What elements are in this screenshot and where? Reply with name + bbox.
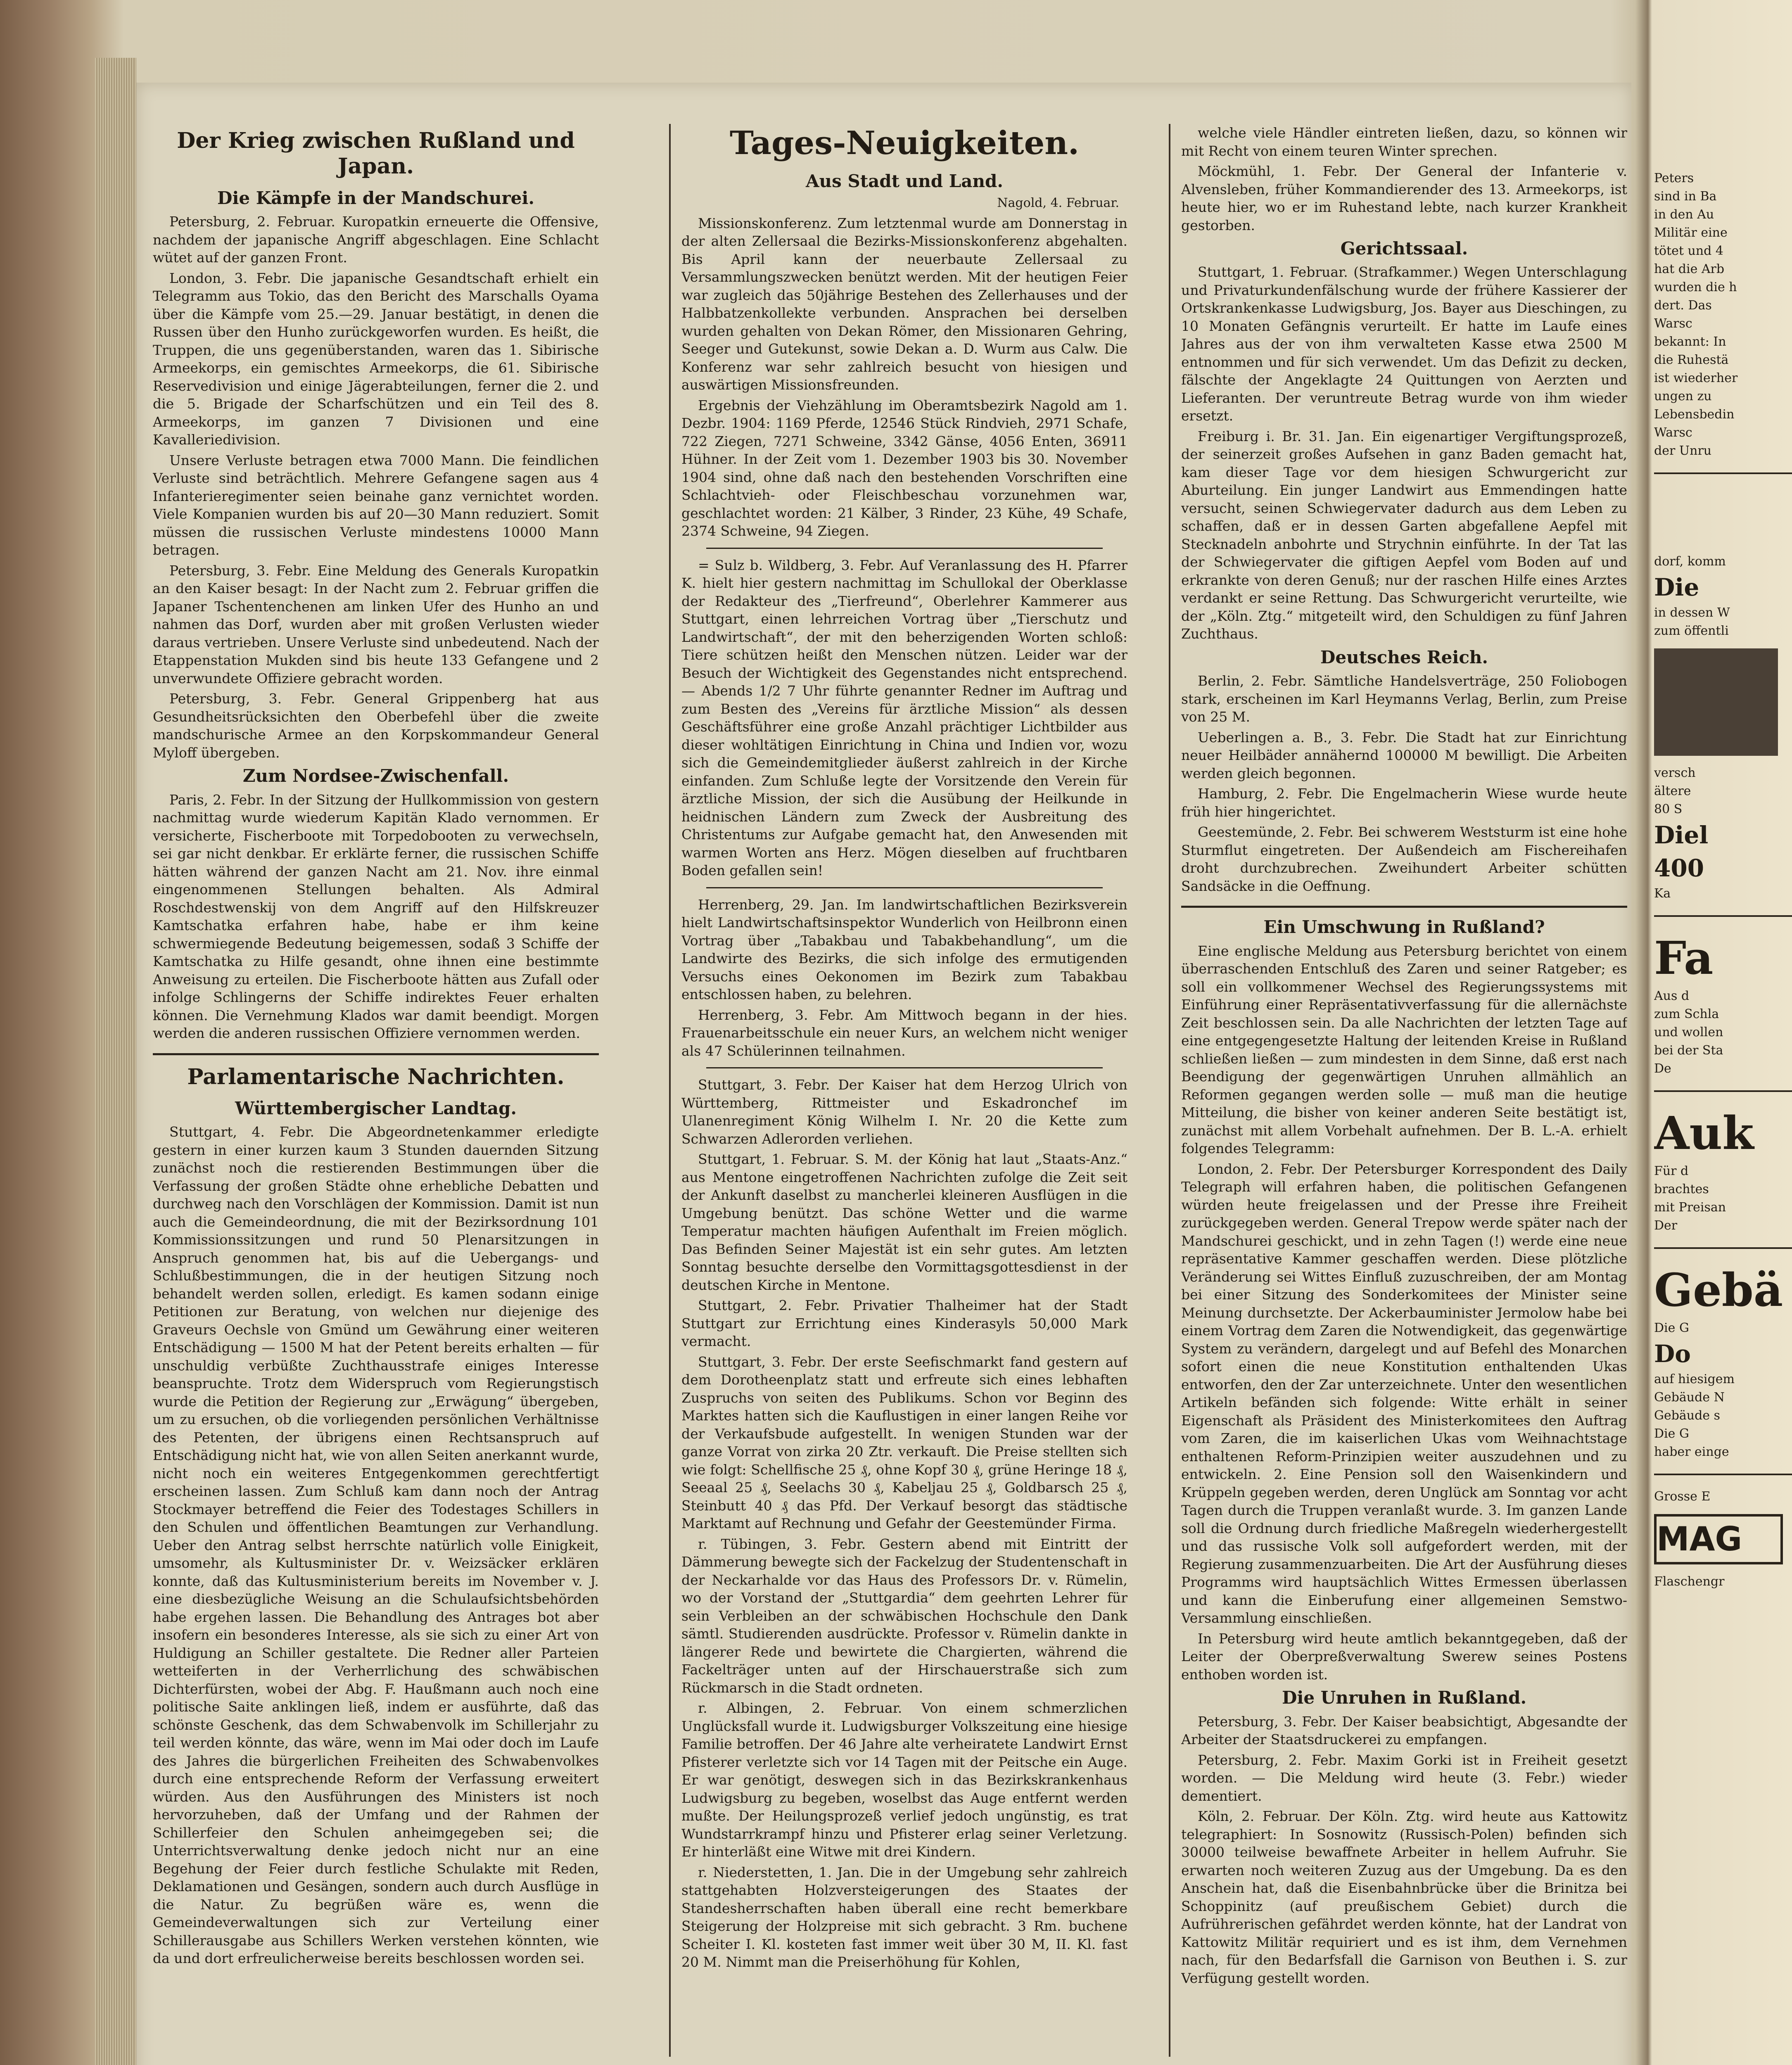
- fragment-title: Fa: [1654, 931, 1714, 985]
- article-paragraph: Stuttgart, 3. Febr. Der erste Seefischmarkt fand gestern auf dem Dorotheenplatz statt und erfreute sich eines lebhaften Zuspruchs von seiten des Publikums. Schon vor Beginn des Marktes hatten sich die Kauflustigen in einer langen Reihe vor der Verkaufsbude aufgestellt. In wenigen Stunden war der ganze Vorrat von zirka 20 Ztr. verkauft. Die Preise stellten sich wie folgt: Schellfische 25 ₰, ohne Kopf 30 ₰, grüne Heringe 18 ₰, Seeaal 25 ₰, Seelachs 30 ₰, Kabeljau 25 ₰, Goldbarsch 25 ₰, Steinbutt 40 ₰ das Pfd. Der Verkauf besorgt das städtische Marktamt auf Rechnung und Gefahr der Geestemünder Firma.: [681, 1353, 1127, 1532]
- fragment-line: Die G: [1654, 1321, 1689, 1335]
- article-paragraph: Herrenberg, 3. Febr. Am Mittwoch begann in der hies. Frauenarbeitsschule ein neuer Kurs, an welchem nicht weniger als 47 Schülerinnen teilnahmen.: [681, 1006, 1127, 1059]
- fragment-line: hat die Arb: [1654, 262, 1725, 276]
- fragment-line: Lebensbedin: [1654, 407, 1735, 422]
- article-divider: [706, 887, 1103, 888]
- article-paragraph: Hamburg, 2. Febr. Die Engelmacherin Wiese wurde heute früh hier hingerichtet.: [1181, 786, 1627, 820]
- fragment-line: bei der Sta: [1654, 1043, 1723, 1058]
- article-paragraph: Ergebnis der Viehzählung im Oberamtsbezirk Nagold am 1. Dezbr. 1904: 1169 Pferde, 12546 Stück Rindvieh, 2971 Schafe, 722 Ziegen, 7271 Schweine, 3342 Gänse, 4056 Enten, 36911 Hühner. In der Zeit vom 1. Dezember 1903 bis 30. November 1904 sind, ohne daß nach den bestehenden Vorschriften eine Schlachtvieh- oder Fleischbeschau vorzunehmen war, geschlachtet worden: 21 Kälber, 3 Rinder, 23 Kühe, 49 Schafe, 2374 Schweine, 94 Ziegen.: [681, 397, 1127, 539]
- fragment-divider: [1654, 1474, 1792, 1475]
- fragment-heading: Do: [1654, 1340, 1691, 1368]
- fragment-line: Militär eine: [1654, 225, 1728, 240]
- article-paragraph: Stuttgart, 1. Februar. (Strafkammer.) Wegen Unterschlagung und Privaturkundenfälschung wurde der frühere Kassierer der Ortskrankenkasse Ludwigsburg, Jos. Bayer aus Dieschingen, zu 10 Monaten Gefängnis verurteilt. Er hatte im Laufe eines Jahres aus der von ihm verwalteten Kasse etwa 2500 M entnommen und für sich verwendet. Um das Defizit zu decken, fälschte der Angeklagte 24 Quittungen von Aerzten und Lieferanten. Der veruntreute Betrag wurde von ihm wieder ersetzt.: [1181, 264, 1627, 424]
- article-paragraph: Unsere Verluste betragen etwa 7000 Mann. Die feindlichen Verluste sind beträchtlich. Mehrere Gefangene sagen aus 4 Infanterieregimenter seien beinahe ganz vernichtet worden. Viele Kompanien wurden bis auf 20—30 Mann reduziert. Somit müssen die russischen Verluste mindestens 10000 Mann betragen.: [153, 452, 599, 558]
- dateline: Nagold, 4. Februar.: [997, 195, 1119, 210]
- article-paragraph: Petersburg, 3. Febr. Der Kaiser beabsichtigt, Abgesandte der Arbeiter der Staatsdruckerei zu empfangen.: [1181, 1713, 1627, 1748]
- fragment-line: Der: [1654, 1218, 1678, 1233]
- article-paragraph: = Sulz b. Wildberg, 3. Febr. Auf Veranlassung des H. Pfarrer K. hielt hier gestern nachmittag im Schullokal der Oberklasse der Redakteur des „Tierfreund“, Oberlehrer Kammerer aus Stuttgart, einen lehrreichen Vortrag über „Tierschutz und Landwirtschaft“, der mit den beherzigenden Worten schloß: Tiere schützen heißt den Menschen nützen. Leider war der Besuch der Wichtigkeit des Gegenstandes nicht entsprechend. — Abends 1/2 7 Uhr führte genannter Redner im Auftrag und zum Besten des „Vereins für ärztliche Mission“ als dessen Geschäftsführer eine große Anzahl prächtiger Lichtbilder aus dieser wohltätigen Einrichtung in China und Indien vor, wozu sich die Gemeindemitglieder äußerst zahlreich in der Kirche einfanden. Zum Schluße legte der Vorsitzende den Verein für ärztliche Mission, der sich die Ausübung der Heilkunde in heidnischen Ländern zum Zweck der Ausbreitung des Christentums zur Aufgabe gemacht hat, den Anwesenden mit warmen Worten ans Herz. Mögen dieselben auf fruchtbaren Boden gefallen sein!: [681, 557, 1127, 879]
- article-paragraph: Missionskonferenz. Zum letztenmal wurde am Donnerstag in der alten Zellersaal die Bezirks-Missionskonferenz abgehalten. Bis April kann der neuerbaute Zellersaal zu Versammlungszwecken benützt werden. Mit der heutigen Feier war zugleich das 50jährige Bestehen des Zellerhauses und der Halbbatzenkollekte verbunden. Ansprachen bei derselben wurden gehalten von Dekan Römer, den Missionaren Gehring, Seeger und Gutekunst, sowie Dekan a. D. Wurm aus Calw. Die Konferenz war sehr zahlreich besucht von hiesigen und auswärtigen Missionsfreunden.: [681, 215, 1127, 393]
- article-paragraph: London, 3. Febr. Die japanische Gesandtschaft erhielt ein Telegramm aus Tokio, das den Bericht des Marschalls Oyama über die Kämpfe vom 25.—29. Januar bestätigt, in denen die Russen über den Hunho zurückgeworfen wurden. Es heißt, die Truppen, die uns gegenüberstanden, waren das 1. Sibirische Armeekorps, ein gemischtes Armeekorps, die 61. Sibirische Reservedivision und einige Jägerabteilungen, ferner die 2. und die 5. Brigade der Scharfschützen und ein Teil des 8. Armeekorps, im ganzen 7 Divisionen und eine Kavalleriedivision.: [153, 270, 599, 448]
- fragment-line: haber einge: [1654, 1445, 1729, 1459]
- landtag-subhead: Württembergischer Landtag.: [235, 1098, 517, 1118]
- fragment-line: brachtes: [1654, 1182, 1709, 1196]
- fragment-line: sind in Ba: [1654, 189, 1717, 204]
- fragment-divider: [1654, 1090, 1792, 1092]
- fragment-line: bekannt: In: [1654, 335, 1726, 349]
- article-paragraph: Petersburg, 2. Febr. Maxim Gorki ist in Freiheit gesetzt worden. — Die Meldung wird heute (3. Febr.) wieder dementiert.: [1181, 1752, 1627, 1804]
- fragment-line: Warsc: [1654, 425, 1692, 440]
- column-1: [153, 124, 599, 2065]
- article-divider: [706, 1067, 1103, 1068]
- article-paragraph: r. Tübingen, 3. Febr. Gestern abend mit Eintritt der Dämmerung bewegte sich der Fackelzug der Studentenschaft in der Neckarhalde vor das Haus des Professors Dr. v. Rümelin, wo der Vorstand der „Stuttgardia“ dem geehrten Lehrer für sein Verbleiben an der schwäbischen Hochschule den Dank sämtl. Studierenden ausdrückte. Professor v. Rümelin dankte in längerer Rede und bewirtete die Chargierten, während die Fackelträger unten auf der Hirschauerstraße sich zum Rückmarsch in die Stadt ordneten.: [681, 1536, 1127, 1696]
- unrest-subhead: Die Unruhen in Rußland.: [1282, 1688, 1527, 1708]
- article-paragraph: Stuttgart, 2. Febr. Privatier Thalheimer hat der Stadt Stuttgart zur Errichtung eines Kinderasyls 50,000 Mark vermacht.: [681, 1297, 1127, 1350]
- adjacent-page-fragment: [1654, 124, 1792, 2065]
- fragment-heading: Die: [1654, 573, 1699, 601]
- city-country-subhead: Aus Stadt und Land.: [805, 171, 1004, 191]
- article-paragraph: London, 2. Febr. Der Petersburger Korrespondent des Daily Telegraph will erfahren haben, die politischen Gefangenen würden heute freigelassen und der Presse ihre Freiheit zurückgegeben werden. General Trepow werde später nach der Mandschurei geschickt, und in zehn Tagen (!) werde eine neue repräsentative Kammer geschaffen werden. Diese plötzliche Veränderung sei Wittes Einfluß zuzuschreiben, der am Montag bei einer Sitzung des Sonderkomitees der Minister seine Meinung durchsetzte. Der Ackerbauminister Jermolow habe bei einem Vortrag dem Zaren die Notwendigkeit, das gegenwärtige System zu verändern, dargelegt und auf Befehl des Monarchen sofort einen die neue Konstitution enthaltenden Ukas entworfen, den der Zar unterzeichnete. Unter den wesentlichen Artikeln befänden sich folgende: Witte erhält in seiner Eigenschaft als Präsident des Ministerkomitees den Auftrag vom Zaren, die im kaiserlichen Ukas vom Weihnachtstage enthaltenen Reform-Prinzipien weiter auszudehnen und zu entwickeln. 2. Eine Pension soll den Waisenkindern und Krüppeln gegeben werden, deren Unglück am Sonntag vor acht Tagen durch die Truppen veranlaßt wurde. 3. Im ganzen Lande soll die Ordnung durch friedliche Maßregeln wiederhergestellt und das russische Volk soll aufgefordert werden, mit der Regierung zusammenzuarbeiten. Die Art der Ausführung dieses Programms wird hauptsächlich Wittes Ermessen überlassen und kann die Einberufung einer allgemeinen Semstwo-Versammlung einschließen.: [1181, 1161, 1627, 1626]
- article-paragraph: Stuttgart, 4. Febr. Die Abgeordnetenkammer erledigte gestern in einer kurzen kaum 3 Stunden dauernden Sitzung zunächst noch die restierenden Bestimmungen über die Verfassung der großen Städte ohne erhebliche Debatten und durchweg nach den Vorschlägen der Kommission. Damit ist nun auch die Gemeindeordnung, die mit der Bezirksordnung 101 Kommissionssitzungen und rund 50 Plenarsitzungen in Anspruch genommen hat, bis auf die Uebergangs- und Schlußbestimmungen, die in der heutigen Sitzung noch behandelt werden sollen, erledigt. Es kamen sodann einige Petitionen zur Beratung, von welchen nur diejenige des Graveurs Oechsle von Gmünd um Gewährung einer weiteren Entschädigung — 1500 M hat der Petent bereits erhalten — für unschuldig verbüßte Zuchthausstrafe einiges Interesse beanspruchte. Trotz dem Widerspruch vom Regierungstisch wurde die Petition der Regierung zur „Erwägung“ übergeben, um zu ersuchen, ob die vorliegenden persönlichen Verhältnisse des Petenten, der übrigens einen Rechtsanspruch auf Entschädigung nicht hat, wie von allen Seiten anerkannt wurde, nicht noch ein weiteres Entgegenkommen gerechtfertigt erscheinen lassen. Zum Schluß kam dann noch der Antrag Stockmayer betreffend die Feier des Todestages Schillers in den Schulen und öffentlichen Beamtungen zur Verhandlung. Ueber den Antrag selbst herrschte natürlich volle Einigkeit, umsomehr, als Kultusminister Dr. v. Weizsäcker erklären konnte, daß das Kultusministerium bereits im November v. J. eine diesbezügliche Weisung an die Schulaufsichtsbehörden habe ergehen lassen. Die Behandlung des Antrages bot aber insofern ein besonderes Interesse, als sie sich zu einer Art von Huldigung an Schiller gestaltete. Die Redner aller Parteien wetteiferten in der Verherrlichung des schwäbischen Dichterfürsten, wobei der Abg. F. Haußmann auch noch eine politische Saite anklingen ließ, indem er ausführte, daß das schönste Geschenk, das dem Schwabenvolk im Schillerjahr zu teil werden könnte, das wäre, wenn im Mai oder doch im Laufe des Jahres die bürgerlichen Freiheiten des Schwabenvolkes durch eine entsprechende Reform der Verfassung erweitert würden. Aus den Ausführungen des Ministers ist noch hervorzuheben, daß der Umfang und der Rahmen der Schillerfeier den Schulen anheimgegeben sei; die Unterrichtsverwaltung denke jedoch nicht nur an eine Begehung der Feier durch festliche Schulakte mit Reden, Deklamationen und Gesängen, sondern auch durch Ausflüge in die Natur. Zu begrüßen wäre es, wenn die Gemeindeverwaltungen sich zur Verteilung einer Schillerausgabe aus Schillers Werken verstehen könnten, wie da und dort erfreulicherweise bereits beschlossen worden sei.: [153, 1124, 599, 1967]
- fragment-line: Aus d: [1654, 989, 1690, 1003]
- fragment-line: Gebäude s: [1654, 1408, 1721, 1423]
- article-paragraph: Petersburg, 3. Febr. General Grippenberg hat aus Gesundheitsrücksichten den Oberbefehl über die zweite mandschurische Armee an den Korpskommandeur General Myloff übergeben.: [153, 691, 599, 761]
- fragment-divider: [1654, 472, 1792, 474]
- column-3: [1181, 124, 1627, 2065]
- war-headline: Der Krieg zwischen Rußland und Japan.: [177, 128, 575, 179]
- article-paragraph: r. Niederstetten, 1. Jan. Die in der Umgebung sehr zahlreich stattgehabten Holzversteigerungen des Staates der Standesherrschaften haben überall eine recht bemerkbare Steigerung der Holzpreise mit sich gebracht. 3 Rm. buchene Scheiter I. Kl. kosteten fast immer weit über 30 M, II. Kl. fast 20 M. Nimmt man die Preiserhöhung für Kohlen,: [681, 1864, 1127, 1970]
- article-paragraph: r. Albingen, 2. Februar. Von einem schmerzlichen Unglücksfall wurde it. Ludwigsburger Volkszeitung eine hiesige Familie betroffen. Der 46 Jahre alte verheiratete Landwirt Ernst Pfisterer verletzte sich vor 14 Tagen mit der Peitsche ein Auge. Er war genötigt, deswegen sich in das Bezirkskrankenhaus Ludwigsburg zu begeben, woselbst das Auge entfernt werden mußte. Der Heilungsprozeß verlief jedoch ungünstig, es trat Wundstarrkrampf hinzu und Pfisterer erlag seiner Verletzung. Er hinterläßt eine Witwe mit drei Kindern.: [681, 1700, 1127, 1860]
- column-rule-1: [669, 124, 671, 2057]
- fragment-line: dert. Das: [1654, 298, 1712, 313]
- fragment-line: wurden die h: [1654, 280, 1737, 294]
- fragment-heading: Diel: [1654, 821, 1709, 849]
- article-paragraph: Herrenberg, 29. Jan. Im landwirtschaftlichen Bezirksverein hielt Landwirtschaftsinspektor Wunderlich von Heilbronn einen Vortrag über „Tabakbau und Tabakbehandlung“, um die Landwirte des Bezirks, die sich infolge des ermutigenden Versuchs eines Oekonomen im Bezirk zum Tabakbau entschlossen haben, zu belehren.: [681, 896, 1127, 1003]
- fragment-line: zum öffentli: [1654, 624, 1729, 638]
- fragment-line: mit Preisan: [1654, 1200, 1726, 1215]
- fragment-line: die Ruhestä: [1654, 353, 1729, 367]
- article-paragraph: Ueberlingen a. B., 3. Febr. Die Stadt hat zur Einrichtung neuer Heilbäder annähernd 100000 M bewilligt. Die Arbeiten werden gleich begonnen.: [1181, 729, 1627, 781]
- column-rule-2: [1169, 124, 1170, 2057]
- article-paragraph: Eine englische Meldung aus Petersburg berichtet von einem überraschenden Entschluß des Zaren und seiner Ratgeber; es soll ein vollkommener Wechsel des Regierungssystems mit Einführung einer Repräsentativverfassung für die allernächste Zeit beschlossen sein. Da alle Nachrichten der letzten Tage auf eine entgegengesetzte Haltung der leitenden Kreise in Rußland schließen ließen — zum mindesten in dem Sinne, daß erst nach Beendigung der gegenwärtigen Unruhen allmählich an Reformen gegangen werden solle — muß man die heutige Mitteilung, die bisher von keiner anderen Seite bestätigt ist, zunächst mit allem Vorbehalt aufnehmen. Der B. L.-A. erhielt folgendes Telegramm:: [1181, 942, 1627, 1157]
- fragment-line: De: [1654, 1061, 1671, 1076]
- fragment-line: ungen zu: [1654, 389, 1712, 404]
- article-paragraph: In Petersburg wird heute amtlich bekanntgegeben, daß der Leiter der Oberpreßverwaltung Swerew seines Postens enthoben worden ist.: [1181, 1630, 1627, 1683]
- fragment-line: in dessen W: [1654, 605, 1730, 620]
- fragment-line: ist wiederher: [1654, 371, 1738, 385]
- fragment-title: Auk: [1654, 1106, 1754, 1160]
- advert-box: MAG: [1654, 1514, 1783, 1564]
- section-divider: [1181, 906, 1627, 908]
- article-paragraph: Köln, 2. Februar. Der Köln. Ztg. wird heute aus Kattowitz telegraphiert: In Sosnowitz (Russisch-Polen) befinden sich 30000 teilweise bewaffnete Arbeiter in hellem Aufruhr. Sie erwarten noch weiteren Zuzug aus der Umgebung. Da es den Anschein hat, daß die Eisenbahnbrücke über die Brinitza bei Schoppinitz (auf preußischem Gebiet) durch die Aufrührerischen gefährdet werden könnte, hat der Landrat von Kattowitz Militär requiriert und es ist ihm, dem Vernehmen nach, für den Bedarfsfall die Garnison von Beuthen i. S. zur Verfügung gestellt worden.: [1181, 1808, 1627, 1986]
- column-2: [681, 124, 1127, 2065]
- article-paragraph: welche viele Händler eintreten ließen, dazu, so können wir mit Recht von einem teuren Winter sprechen.: [1181, 125, 1627, 159]
- fragment-line: Die G: [1654, 1427, 1689, 1441]
- court-subhead: Gerichtssaal.: [1340, 238, 1468, 259]
- daily-news-headline: Tages-Neuigkeiten.: [729, 124, 1080, 162]
- article-divider: [706, 548, 1103, 549]
- section-divider: [153, 1053, 599, 1055]
- fragment-divider: [1654, 1247, 1792, 1249]
- parliament-headline: Parlamentarische Nachrichten.: [187, 1064, 565, 1089]
- article-paragraph: Stuttgart, 1. Februar. S. M. der König hat laut „Staats-Anz.“ aus Mentone eingetroffenen Nachrichten zufolge die Zeit seit der Ankunft daselbst zu mancherlei kleineren Ausflügen in die Umgebung benützt. Das schöne Wetter und die warme Temperatur machten häufigen Aufenthalt im Freien möglich. Das Befinden Seiner Majestät ist ein sehr gutes. Am letzten Sonntag besuchte derselbe den Vormittagsgottesdienst in der deutschen Kirche in Mentone.: [681, 1151, 1127, 1293]
- fragment-line: zum Schla: [1654, 1007, 1719, 1021]
- russia-change-headline: Ein Umschwung in Rußland?: [1263, 917, 1545, 938]
- fragment-line: Warsc: [1654, 316, 1692, 331]
- north-sea-subhead: Zum Nordsee-Zwischenfall.: [242, 766, 509, 786]
- fragment-line: dorf, komm: [1654, 554, 1726, 569]
- article-paragraph: Freiburg i. Br. 31. Jan. Ein eigenartiger Vergiftungsprozeß, der seinerzeit großes Aufsehen in ganz Baden gemacht hat, kam dieser Tage vor dem hiesigen Schwurgericht zur Aburteilung. Ein junger Landwirt aus Emmendingen hatte versucht, seinen Schwiegervater dadurch aus dem Leben zu schaffen, daß er in dessen Garten abgefallene Aepfel mit Stecknadeln anbohrte und Strychnin einführte. In der Tat las der Schwiegervater die giftigen Aepfel vom Boden auf und erkrankte von deren Genuß; nur der raschen Hilfe eines Arztes verdankt er seine Rettung. Das Schwurgericht verurteilte, wie der „Köln. Ztg.“ mitgeteilt wird, den Schuldigen zu fünf Jahren Zuchthaus.: [1181, 428, 1627, 642]
- article-paragraph: Petersburg, 2. Februar. Kuropatkin erneuerte die Offensive, nachdem der japanische Angriff abgeschlagen. Eine Schlacht wütet auf der ganzen Front.: [153, 214, 599, 266]
- fragment-line: auf hiesigem: [1654, 1372, 1735, 1386]
- fragment-line: 80 S: [1654, 802, 1683, 817]
- page-edges: [95, 58, 136, 2065]
- fragment-divider: [1654, 915, 1792, 917]
- fragment-line: und wollen: [1654, 1025, 1723, 1040]
- article-paragraph: Stuttgart, 3. Febr. Der Kaiser hat dem Herzog Ulrich von Württemberg, Rittmeister und Eskadronchef im Ulanenregiment König Wilhelm I. Nr. 20 die Kette zum Schwarzen Adlerorden verliehen.: [681, 1077, 1127, 1147]
- fragment-title: Gebä: [1654, 1263, 1783, 1317]
- article-paragraph: Berlin, 2. Febr. Sämtliche Handelsverträge, 250 Foliobogen stark, erscheinen im Karl Heymanns Verlag, Berlin, zum Preise von 25 M.: [1181, 673, 1627, 725]
- fragment-line: Grosse E: [1654, 1489, 1711, 1504]
- fragment-line: tötet und 4: [1654, 244, 1723, 258]
- article-paragraph: Möckmühl, 1. Febr. Der General der Infanterie v. Alvensleben, früher Kommandierender des 13. Armeekorps, ist heute hier, wo er im Ruhestand lebte, nach kurzer Krankheit gestorben.: [1181, 163, 1627, 233]
- fragment-line: der Unru: [1654, 444, 1712, 458]
- advert-illustration: [1654, 648, 1778, 756]
- fragment-line: ältere: [1654, 784, 1691, 798]
- fragment-line: Peters: [1654, 171, 1694, 185]
- fragment-line: Gebäude N: [1654, 1390, 1725, 1405]
- article-paragraph: Petersburg, 3. Febr. Eine Meldung des Generals Kuropatkin an den Kaiser besagt: In der Nacht zum 2. Februar griffen die Japaner Tschentenchenen am linken Ufer des Hunho an und nahmen das Dorf, wurden aber mit großen Verlusten wieder daraus vertrieben. Unsere Verluste sind unbedeutend. Nach der Etappenstation Mukden sind bis heute 133 Gefangene und 2 unverwundete Offiziere gebracht worden.: [153, 562, 599, 686]
- fragment-line: in den Au: [1654, 207, 1714, 222]
- fragment-line: versch: [1654, 766, 1696, 780]
- article-paragraph: Paris, 2. Febr. In der Sitzung der Hullkommission von gestern nachmittag wurde wiederum Kapitän Klado vernommen. Er versicherte, Fischerboote mit Torpedobooten zu verwechseln, sei gar nicht denkbar. Er erklärte ferner, die russischen Schiffe hätten während der ganzen Nacht am 21. Nov. ihre einmal eingenommenen Stellungen behalten. Als Admiral Roschdestwenskij von dem Angriff auf den Hilfskreuzer Kamtschatka erfahren habe, habe er ihm keine schwermiegende Bedeutung beigemessen, sodaß 3 Schiffe der Kamtschatka zu Hilfe gesandt, ohne ihnen eine bestimmte Anweisung zu erteilen. Die Fischerboote hätten aus Zufall oder infolge Schlingerns der Schiffe indirektes Feuer erhalten können. Die Vernehmung Klados war damit beendigt. Morgen werden die anderen russischen Offiziere vernommen werden.: [153, 791, 599, 1042]
- article-paragraph: Geestemünde, 2. Febr. Bei schwerem Weststurm ist eine hohe Sturmflut eingetreten. Der Außendeich am Fischereihafen droht durchzubrechen. Zweihundert Arbeiter schütten Sandsäcke in die Oeffnung.: [1181, 824, 1627, 894]
- fragment-line: Flaschengr: [1654, 1574, 1725, 1589]
- manchuria-subhead: Die Kämpfe in der Mandschurei.: [217, 188, 534, 208]
- german-reich-subhead: Deutsches Reich.: [1320, 647, 1488, 667]
- fragment-line: Für d: [1654, 1164, 1689, 1178]
- fragment-line: Ka: [1654, 886, 1671, 901]
- fragment-heading: 400: [1654, 854, 1704, 882]
